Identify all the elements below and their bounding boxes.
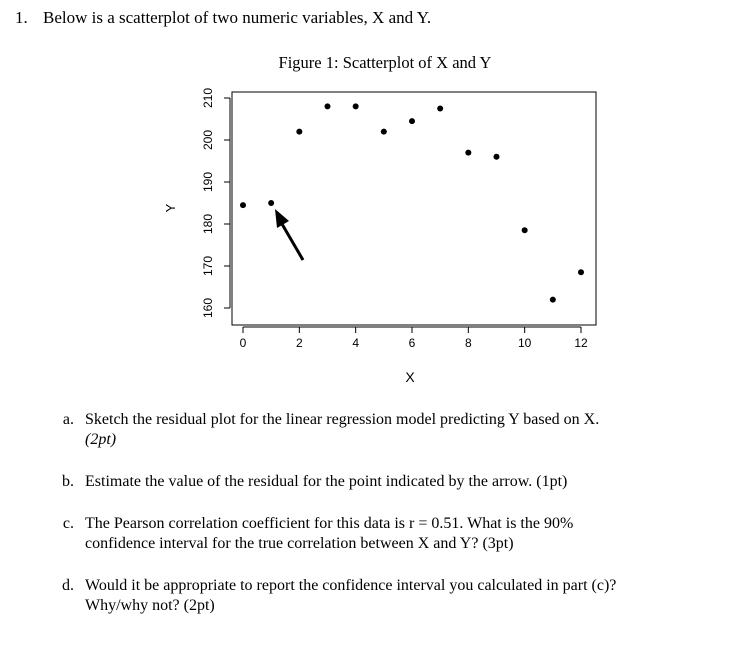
- x-tick-label: 6: [408, 336, 416, 350]
- x-axis-label: X: [405, 369, 415, 385]
- data-point: [381, 129, 387, 135]
- data-point: [437, 106, 443, 112]
- data-point: [268, 200, 274, 206]
- data-point: [409, 118, 415, 124]
- data-point: [353, 103, 359, 109]
- part-text-line: Estimate the value of the residual for the point indicated by the arrow. (1pt): [85, 473, 568, 490]
- y-tick-label: 190: [201, 171, 215, 193]
- x-tick-label: 2: [295, 336, 303, 350]
- y-tick-label: 180: [201, 213, 215, 235]
- axes: [201, 88, 588, 350]
- data-point: [325, 103, 331, 109]
- part-text-line: confidence interval for the true correlation between X and Y? (3pt): [85, 535, 514, 552]
- question-parts: [52, 410, 732, 638]
- y-axis-label: Y: [163, 203, 178, 213]
- part-text-line: Would it be appropriate to report the confidence interval you calculated in part (c)?: [85, 577, 617, 594]
- arrow-shaft: [282, 224, 303, 260]
- data-point: [296, 129, 302, 135]
- part-label: c.: [62, 515, 74, 532]
- x-tick-label: 8: [464, 336, 472, 350]
- x-tick-label: 10: [517, 336, 532, 350]
- part-b: [52, 472, 732, 492]
- x-tick-label: 4: [352, 336, 360, 350]
- plot-frame: [232, 92, 596, 325]
- question-text: Below is a scatterplot of two numeric variables, X and Y.: [43, 8, 432, 27]
- part-text-line: The Pearson correlation coefficient for this data is r = 0.51. What is the 90%: [85, 515, 574, 532]
- data-point: [465, 150, 471, 156]
- y-tick-label: 200: [201, 129, 215, 151]
- data-point: [550, 297, 556, 303]
- part-label: a.: [62, 411, 74, 428]
- y-tick-label: 210: [201, 87, 215, 109]
- part-d: [52, 576, 732, 616]
- part-a: [52, 410, 732, 450]
- part-label: d.: [62, 577, 74, 594]
- part-label: b.: [62, 473, 74, 490]
- question-number: 1.: [15, 8, 28, 27]
- x-tick-label: 0: [239, 336, 247, 350]
- figure-title: Figure 1: Scatterplot of X and Y: [278, 53, 492, 72]
- part-text-line: Sketch the residual plot for the linear regression model predicting Y based on X.: [85, 411, 600, 428]
- part-text-line: (2pt): [85, 431, 117, 448]
- part-text-line: Why/why not? (2pt): [85, 597, 215, 614]
- data-point: [522, 227, 528, 233]
- data-point: [578, 269, 584, 275]
- x-tick-label: 12: [574, 336, 588, 350]
- y-tick-label: 170: [201, 255, 215, 277]
- data-point: [240, 202, 246, 208]
- arrow-annotation: [275, 209, 303, 260]
- data-points: [240, 103, 584, 302]
- part-c: [52, 514, 732, 554]
- data-point: [494, 154, 500, 160]
- y-tick-label: 160: [201, 297, 215, 319]
